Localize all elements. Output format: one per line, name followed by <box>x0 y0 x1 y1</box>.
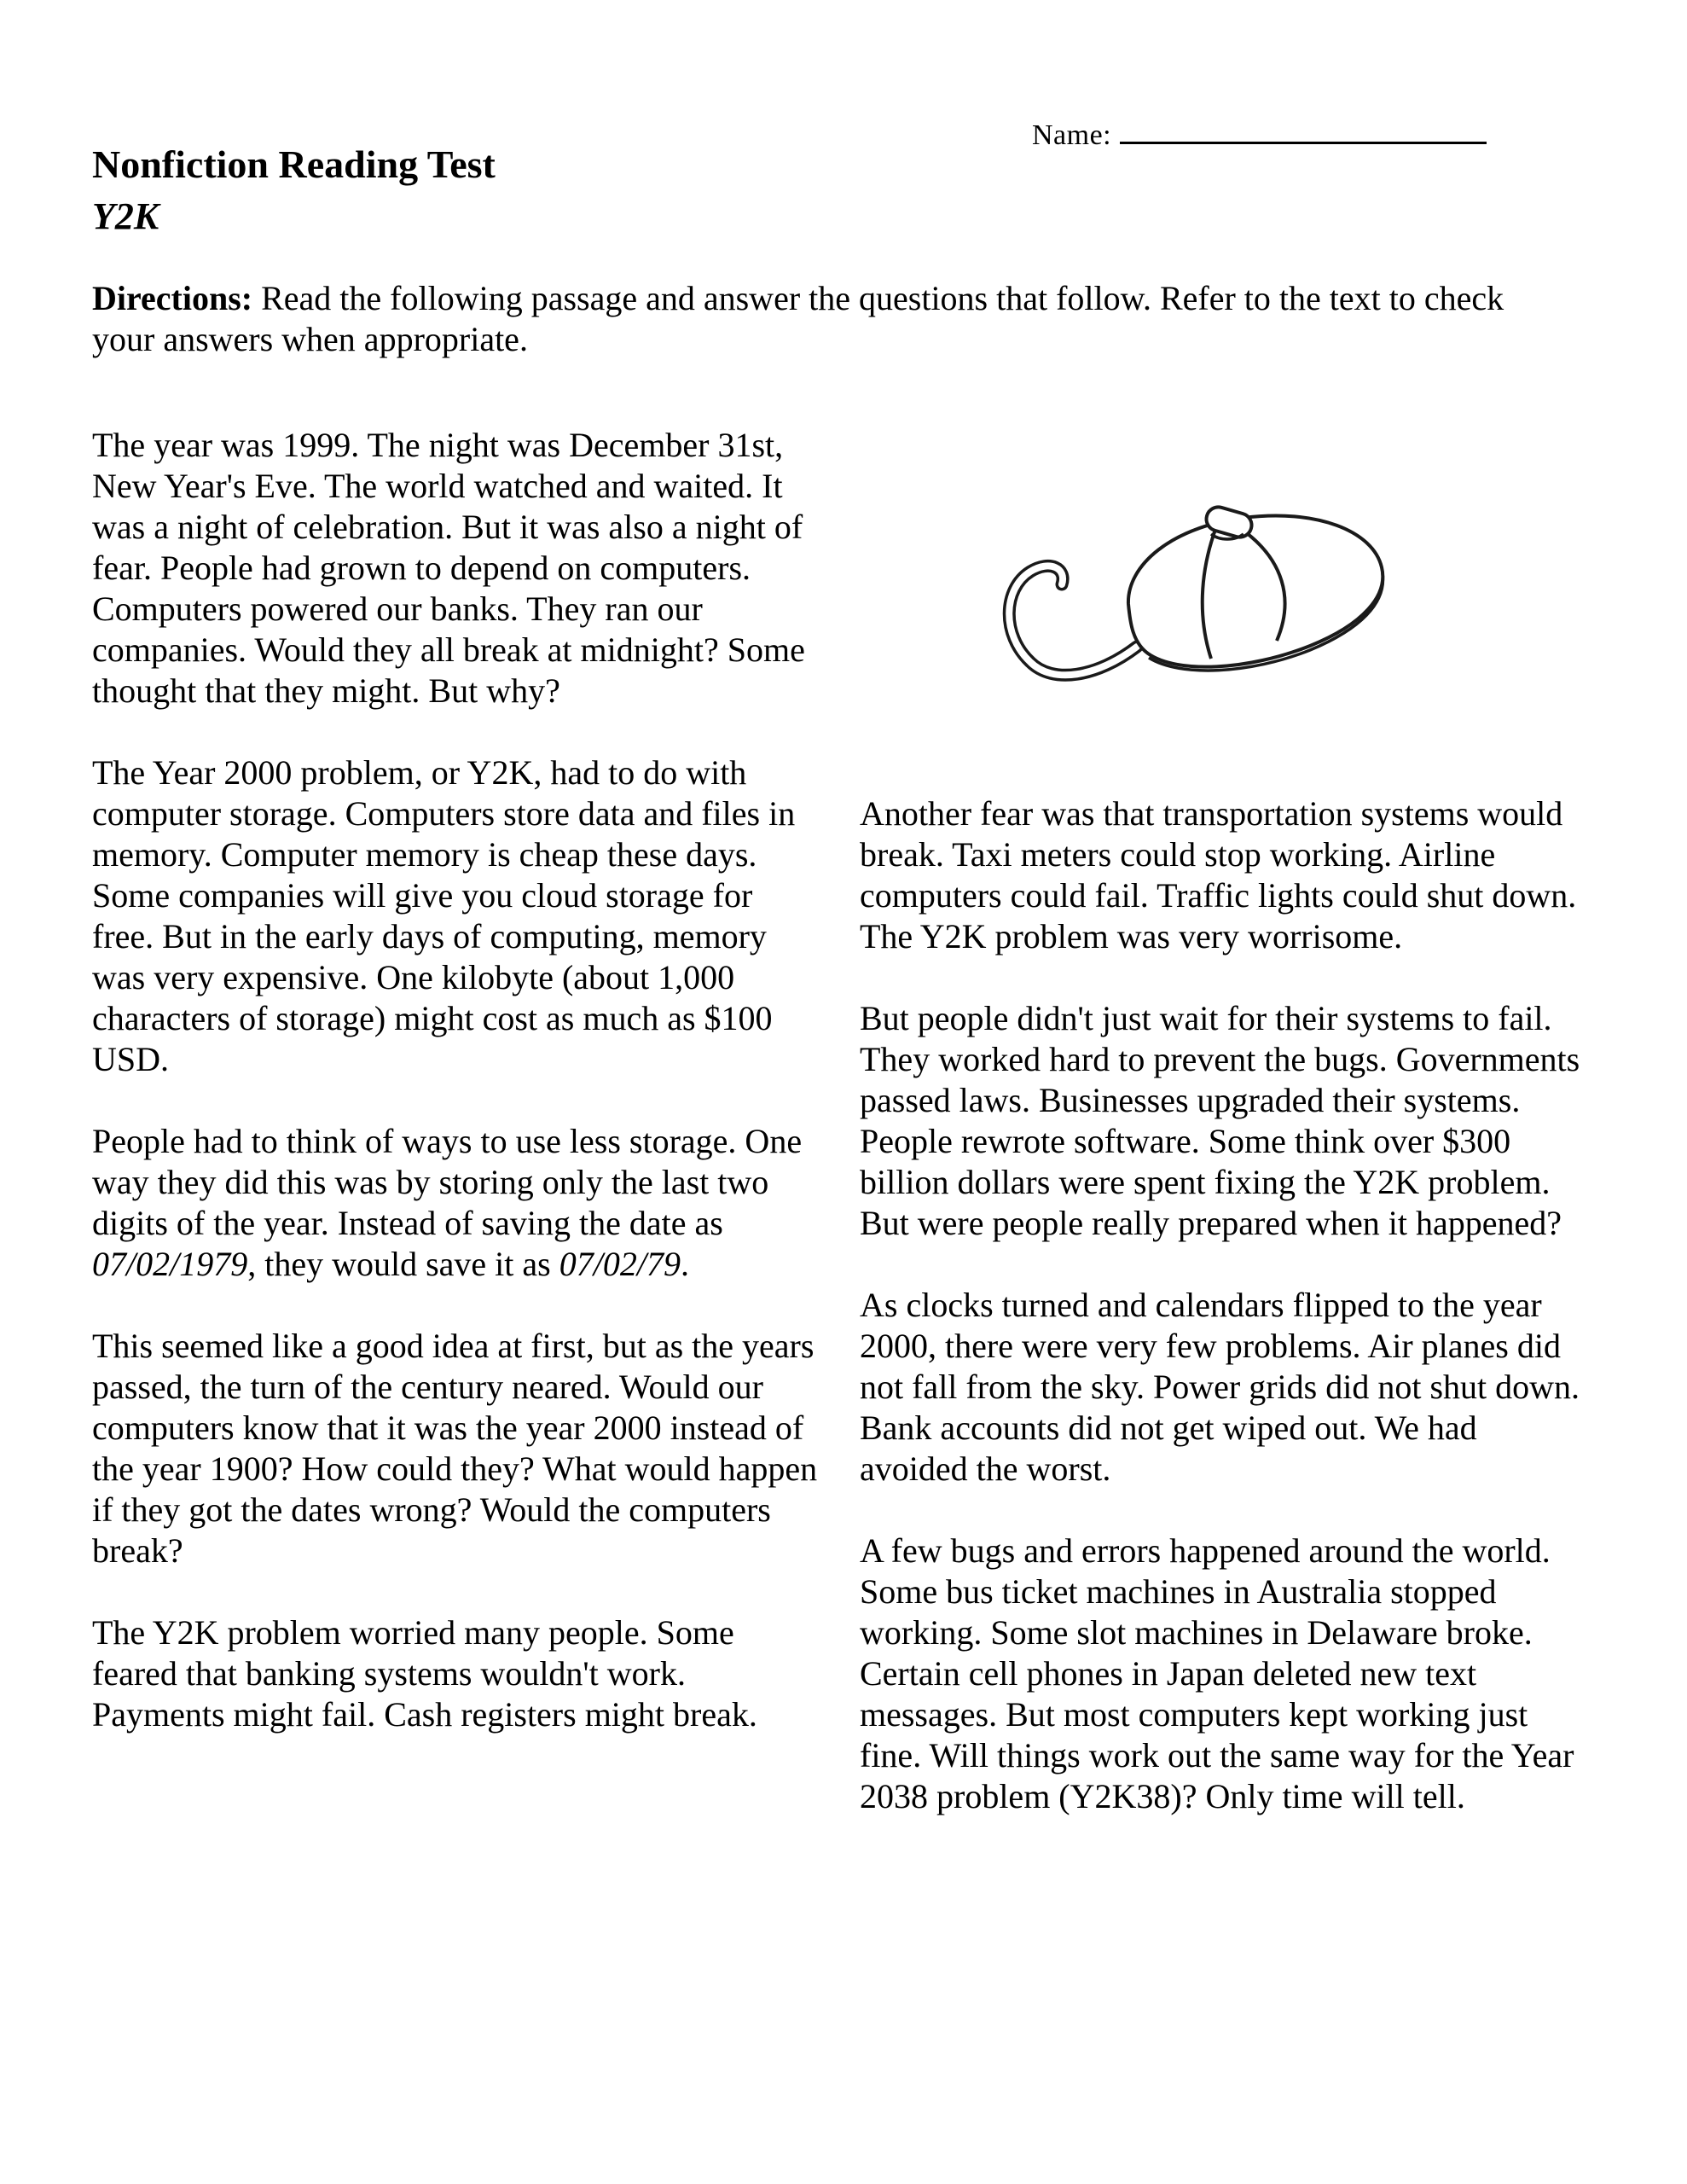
computer-mouse-icon <box>988 478 1397 717</box>
passage-paragraph <box>860 1531 1586 1817</box>
passage-text: As clocks turned and calendars flipped to the year 2000, there were very few problems. Air planes did not fall from the sky. Power grids did not shut down. Bank accounts did not get wiped out. We had avoided the worst. <box>860 1286 1580 1488</box>
passage-text: People had to think of ways to use less storage. One way they did this was by storing only the last two digits of the year. Instead of saving the date as <box>92 1122 803 1242</box>
passage-paragraph <box>860 793 1586 957</box>
passage-text: The Y2K problem worried many people. Some feared that banking systems wouldn't work. Payments might fail. Cash registers might break. <box>92 1613 757 1734</box>
passage-text: But people didn't just wait for their systems to fail. They worked hard to prevent the bugs. Governments passed laws. Businesses upgraded their systems. People rewrote software. Some think over $300 billion dollars were spent fixing the Y2K problem. But were people really prepared when it happened? <box>860 999 1580 1242</box>
passage-paragraph <box>92 1612 819 1735</box>
name-field-row <box>1032 111 1487 152</box>
passage-text-italic: 07/02/1979 <box>92 1245 248 1283</box>
passage-left-column <box>92 425 819 1817</box>
passage-text: . <box>680 1245 689 1283</box>
name-blank-line <box>1120 111 1487 144</box>
page-subtitle: Y2K <box>92 195 159 237</box>
directions-text: Read the following passage and answer the questions that follow. Refer to the text to check your answers when appropriate. <box>92 279 1504 358</box>
page-title: Nonfiction Reading Test <box>92 142 496 186</box>
passage-paragraph <box>92 1326 819 1571</box>
passage-text-italic: 07/02/79 <box>559 1245 681 1283</box>
passage-text: This seemed like a good idea at first, but as the years passed, the turn of the century neared. Would our computers know that it was the year 2000 instead of the year 1900? How could they? What would happen if they got the dates wrong? Would the computers break? <box>92 1327 818 1570</box>
passage-right-paragraphs <box>860 793 1586 1817</box>
passage-paragraph <box>92 1121 819 1285</box>
passage-right-column <box>860 425 1586 1817</box>
mouse-cord-inner <box>1009 566 1137 675</box>
name-label: Name: <box>1032 119 1112 151</box>
passage-text: A few bugs and errors happened around the world. Some bus ticket machines in Australia stopped working. Some slot machines in Delaware broke. Certain cell phones in Japan deleted new text messages. But most computers kept working just fine. Will things work out the same way for the Year 2038 problem (Y2K38)? Only time will tell. <box>860 1531 1574 1815</box>
passage-columns <box>92 425 1586 1817</box>
passage-text: , they would save it as <box>247 1245 559 1283</box>
passage-text: Another fear was that transportation systems would break. Taxi meters could stop working. Airline computers could fail. Traffic lights could shut down. The Y2K problem was very worrisome. <box>860 794 1577 956</box>
passage-paragraph <box>860 1285 1586 1490</box>
passage-paragraph <box>92 425 819 712</box>
directions <box>92 278 1551 360</box>
passage-text: The Year 2000 problem, or Y2K, had to do with computer storage. Computers store data and files in memory. Computer memory is cheap these days. Some companies will give you cloud storage for free. But in the early days of computing, memory was very expensive. One kilobyte (about 1,000 characters of storage) might cost as much as $100 USD. <box>92 753 796 1078</box>
passage-paragraph <box>92 752 819 1080</box>
passage-text: The year was 1999. The night was December 31st, New Year's Eve. The world watched and waited. It was a night of celebration. But it was also a night of fear. People had grown to depend on computers. Computers powered our banks. They ran our companies. Would they all break at midnight? Some thought that they might. But why? <box>92 426 805 710</box>
passage-paragraph <box>860 998 1586 1244</box>
computer-mouse-illustration <box>860 425 1586 793</box>
directions-label: Directions: <box>92 279 253 317</box>
